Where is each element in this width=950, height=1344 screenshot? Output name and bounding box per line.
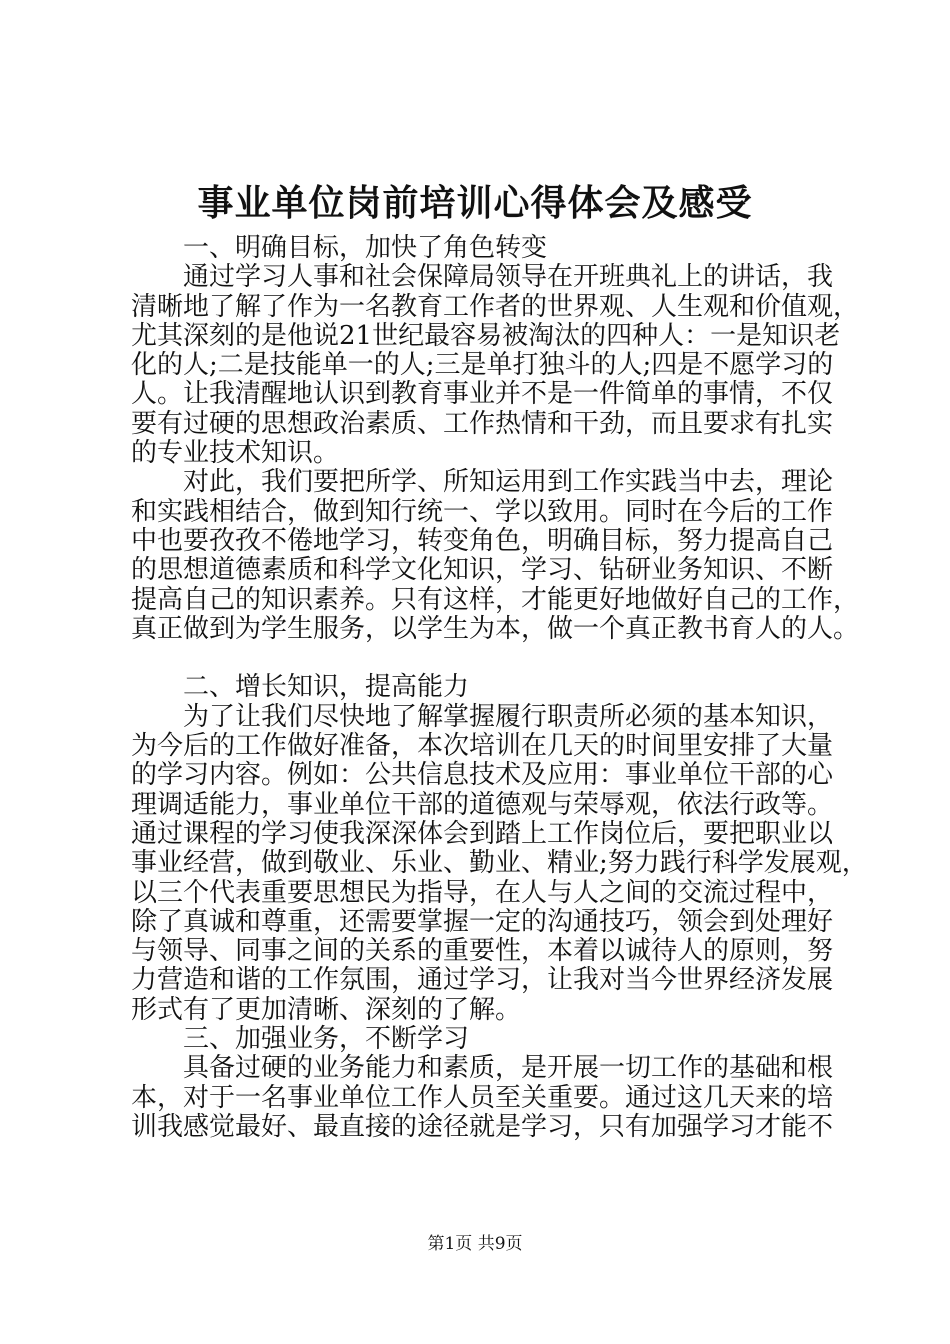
paragraph [131, 701, 868, 1025]
text-line: 为了让我们尽快地了解掌握履行职责所必须的基本知识， [183, 701, 834, 732]
text-line: 形式有了更加清晰、深刻的了解。 [131, 994, 522, 1025]
text-line: 的专业技术知识。 [131, 438, 340, 469]
text-line: 理调适能力，事业单位干部的道德观与荣辱观，依法行政等。 [131, 789, 834, 820]
text-line: 和实践相结合，做到知行统一、学以致用。同时在今后的工作 [131, 496, 834, 527]
text-line: 通过学习人事和社会保障局领导在开班典礼上的讲话，我 [183, 262, 834, 293]
paragraph [131, 1054, 851, 1142]
text-line: 以三个代表重要思想民为指导，在人与人之间的交流过程中， [131, 877, 834, 908]
text-line: 中也要孜孜不倦地学习，转变角色，明确目标，努力提高自己 [131, 525, 834, 556]
text-line: 除了真诚和尊重，还需要掌握一定的沟通技巧，领会到处理好 [131, 906, 834, 937]
text-line: 提高自己的知识素养。只有这样，才能更好地做好自己的工作， [131, 584, 860, 615]
text-line: 事业经营，做到敬业、乐业、勤业、精业;努力践行科学发展观， [131, 848, 868, 879]
text-line: 本，对于一名事业单位工作人员至关重要。通过这几天来的培 [131, 1082, 834, 1113]
text-line: 的学习内容。例如：公共信息技术及应用：事业单位干部的心 [131, 760, 834, 791]
section-heading: 三、加强业务，不断学习 [183, 1024, 470, 1055]
text-line: 人。让我清醒地认识到教育事业并不是一件简单的事情，不仅 [131, 379, 834, 410]
page-title: 事业单位岗前培训心得体会及感受 [197, 182, 753, 224]
text-line: 力营造和谐的工作氛围，通过学习，让我对当今世界经济发展 [131, 965, 834, 996]
text-line: 对此，我们要把所学、所知运用到工作实践当中去，理论 [183, 467, 834, 498]
text-line: 具备过硬的业务能力和素质，是开展一切工作的基础和根 [183, 1053, 834, 1084]
text-line: 化的人;二是技能单一的人;三是单打独斗的人;四是不愿学习的 [131, 350, 834, 381]
section-heading: 一、明确目标，加快了角色转变 [183, 233, 548, 263]
paragraph [131, 262, 860, 469]
document-body [131, 233, 868, 1142]
page-footer: 第1页 共9页 [427, 1234, 523, 1254]
text-line: 的思想道德素质和科学文化知识，学习、钻研业务知识、不断 [131, 555, 834, 586]
paragraph [131, 467, 860, 644]
text-line: 清晰地了解了作为一名教育工作者的世界观、人生观和价值观， [131, 291, 860, 322]
text-line: 与领导、同事之间的关系的重要性，本着以诚待人的原则，努 [131, 936, 834, 967]
text-line: 尤其深刻的是他说21世纪最容易被淘汰的四种人：一是知识老 [131, 320, 841, 351]
text-line: 为今后的工作做好准备，本次培训在几天的时间里安排了大量 [131, 731, 834, 762]
section-heading: 二、增长知识，提高能力 [183, 672, 470, 703]
text-line: 训我感觉最好、最直接的途径就是学习，只有加强学习才能不 [131, 1111, 834, 1142]
text-line: 真正做到为学生服务，以学生为本，做一个真正教书育人的人。 [131, 613, 860, 644]
paragraph-spacer [131, 644, 851, 673]
text-line: 要有过硬的思想政治素质、工作热情和干劲，而且要求有扎实 [131, 408, 834, 439]
text-line: 通过课程的学习使我深深体会到踏上工作岗位后，要把职业以 [131, 818, 834, 849]
